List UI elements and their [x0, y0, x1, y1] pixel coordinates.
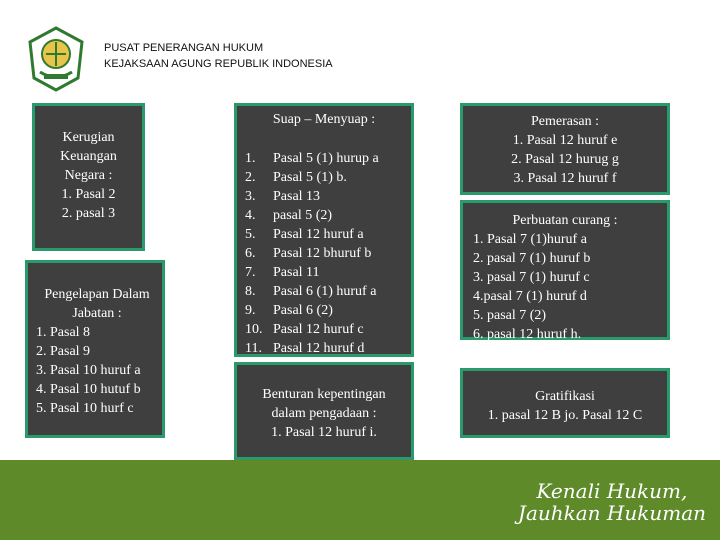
- list-item: [245, 149, 411, 168]
- benturan-line: 1. Pasal 12 huruf i.: [271, 425, 377, 440]
- kerugian-line: 1. Pasal 2: [61, 187, 116, 202]
- list-item: 3. pasal 7 (1) huruf c: [473, 270, 590, 285]
- gratifikasi-line: Gratifikasi: [535, 389, 595, 404]
- footer-bar: [0, 460, 720, 540]
- suap-title: Suap – Menyuap :: [272, 112, 376, 127]
- pemerasan-box: [460, 103, 670, 195]
- list-item: 1. Pasal 8: [36, 325, 91, 340]
- kerugian-line: Keuangan: [60, 149, 117, 164]
- pengelapan-dalam-jabatan-box: [25, 260, 165, 438]
- slogan-line2: Jauhkan Hukuman: [517, 501, 706, 525]
- item-number: 5.: [245, 227, 256, 242]
- item-number: 1.: [245, 151, 256, 166]
- list-item: 2. pasal 7 (1) huruf b: [473, 251, 591, 266]
- item-number: 7.: [245, 265, 256, 280]
- item-number: 10.: [245, 322, 263, 337]
- item-number: 6.: [245, 246, 256, 261]
- list-item: 1. Pasal 7 (1)huruf a: [473, 232, 587, 247]
- suap-menyuap-box: [234, 103, 414, 357]
- list-item: [245, 206, 411, 225]
- pengelapan-title-line: Pengelapan Dalam: [44, 287, 150, 302]
- item-number: 2.: [245, 170, 256, 185]
- perbuatan-curang-box: [460, 200, 670, 340]
- pemerasan-line: 1. Pasal 12 huruf e: [512, 133, 618, 148]
- benturan-line: Benturan kepentingan: [262, 387, 386, 402]
- kerugian-line: Kerugian: [62, 130, 115, 145]
- item-number: 4.: [245, 208, 256, 223]
- pemerasan-line: 2. Pasal 12 hurug g: [511, 152, 619, 167]
- item-text: pasal 5 (2): [273, 208, 333, 223]
- slogan-line1: Kenali Hukum,: [536, 479, 688, 503]
- item-text: Pasal 12 huruf a: [273, 227, 364, 242]
- item-text: Pasal 12 huruf d: [273, 341, 365, 356]
- list-item: 4.pasal 7 (1) huruf d: [473, 289, 587, 304]
- list-item: 4. Pasal 10 hutuf b: [36, 382, 141, 397]
- list-item: [245, 339, 411, 358]
- list-item: 6. pasal 12 huruf h.: [473, 327, 582, 342]
- list-item: 5. pasal 7 (2): [473, 308, 547, 323]
- header-title: [104, 40, 333, 72]
- gratifikasi-box: [460, 368, 670, 438]
- item-text: Pasal 5 (1) hurup a: [273, 151, 379, 166]
- item-number: 8.: [245, 284, 256, 299]
- kerugian-line: 2. pasal 3: [61, 206, 116, 221]
- item-text: Pasal 12 huruf c: [273, 322, 364, 337]
- item-number: 9.: [245, 303, 256, 318]
- pemerasan-line: Pemerasan :: [530, 114, 600, 129]
- list-item: [245, 301, 411, 320]
- kejaksaan-emblem-logo: [20, 24, 92, 94]
- item-number: 11.: [245, 341, 262, 356]
- header-line1: PUSAT PENERANGAN HUKUM: [104, 42, 264, 54]
- list-item: [245, 263, 411, 282]
- benturan-line: dalam pengadaan :: [271, 406, 377, 421]
- item-text: Pasal 13: [273, 189, 321, 204]
- item-text: Pasal 12 bhuruf b: [273, 246, 372, 261]
- list-item: [245, 244, 411, 263]
- list-item: [245, 282, 411, 301]
- list-item: 3. Pasal 10 huruf a: [36, 363, 141, 378]
- list-item: 2. Pasal 9: [36, 344, 91, 359]
- item-text: Pasal 6 (2): [273, 303, 333, 318]
- kerugian-keuangan-negara-box: [32, 103, 145, 251]
- benturan-kepentingan-box: [234, 362, 414, 460]
- footer-slogan: [518, 480, 706, 524]
- gratifikasi-line: 1. pasal 12 B jo. Pasal 12 C: [487, 408, 643, 423]
- header-line2: KEJAKSAAN AGUNG REPUBLIK INDONESIA: [104, 58, 333, 70]
- list-item: [245, 320, 411, 339]
- pengelapan-title-line: Jabatan :: [72, 306, 122, 321]
- list-item: 5. Pasal 10 hurf c: [36, 401, 134, 416]
- list-item: [245, 168, 411, 187]
- item-text: Pasal 5 (1) b.: [273, 170, 347, 185]
- item-number: 3.: [245, 189, 256, 204]
- item-text: Pasal 6 (1) huruf a: [273, 284, 377, 299]
- item-text: Pasal 11: [273, 265, 320, 280]
- pemerasan-line: 3. Pasal 12 huruf f: [513, 171, 617, 186]
- perbuatan-title: Perbuatan curang :: [512, 213, 618, 228]
- kerugian-line: Negara :: [64, 168, 113, 183]
- list-item: [245, 225, 411, 244]
- list-item: [245, 187, 411, 206]
